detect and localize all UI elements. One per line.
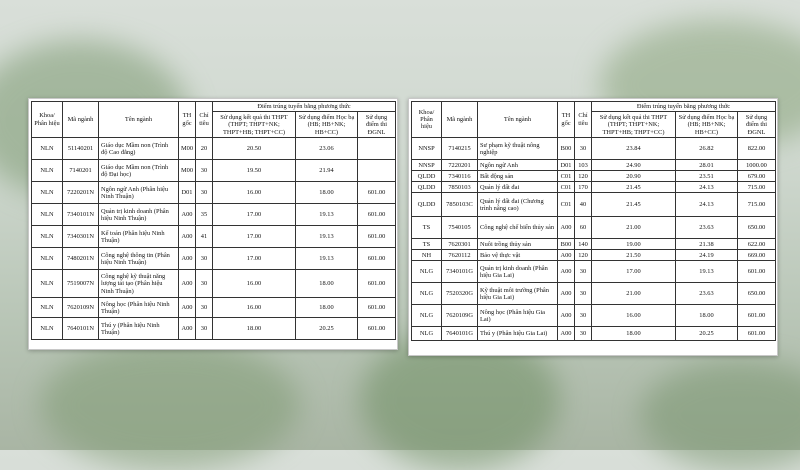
header-thpt: Sử dụng kết quả thi THPT (THPT; THPT+NK; THPT+HB; THPT+CC) xyxy=(592,112,676,138)
header-th-goc: TH gốc xyxy=(179,102,196,138)
header-khoa: Khoa/ Phân hiệu xyxy=(412,102,442,138)
table-row: NLG 7640101G Thú y (Phân hiệu Gia Lai) A00 30 18.00 20.25 601.00 xyxy=(412,327,776,341)
table-row: TS 7540105 Công nghệ chế biến thủy sản A00 60 21.00 23.63 650.00 xyxy=(412,217,776,239)
background-tree xyxy=(640,360,800,470)
table-row: QLDD 7340116 Bất động sản C01 120 20.90 23.51 679.00 xyxy=(412,171,776,182)
header-ten-nganh: Tên ngành xyxy=(478,102,558,138)
header-group: Điểm trúng tuyển bằng phương thức xyxy=(213,102,396,112)
table-row: NLN 7340301N Kế toán (Phân hiệu Ninh Thuận) A00 41 17.00 19.13 601.00 xyxy=(32,226,396,248)
header-ma-nganh: Mã ngành xyxy=(442,102,478,138)
table-row: NLN 7340101N Quản trị kinh doanh (Phân hiệu Ninh Thuận) A00 35 17.00 19.13 601.00 xyxy=(32,204,396,226)
table-row: NLN 7640101N Thú y (Phân hiệu Ninh Thuận) A00 30 18.00 20.25 601.00 xyxy=(32,318,396,340)
header-ten-nganh: Tên ngành xyxy=(99,102,179,138)
table-row: NLG 7340101G Quản trị kinh doanh (Phân hiệu Gia Lai) A00 30 17.00 19.13 601.00 xyxy=(412,261,776,283)
table-row: QLDD 7850103C Quản lý đất đai (Chương trình nâng cao) C01 40 21.45 24.13 715.00 xyxy=(412,193,776,217)
header-chi-tieu: Chỉ tiêu xyxy=(196,102,213,138)
table-left xyxy=(31,101,396,340)
header-dgnl: Sử dụng điểm thi ĐGNL xyxy=(738,112,776,138)
header-dgnl: Sử dụng điểm thi ĐGNL xyxy=(358,112,396,138)
header-chi-tieu: Chỉ tiêu xyxy=(575,102,592,138)
header-ma-nganh: Mã ngành xyxy=(63,102,99,138)
admission-table-left xyxy=(28,98,398,350)
header-th-goc: TH gốc xyxy=(558,102,575,138)
table-row: NLN 7220201N Ngôn ngữ Anh (Phân hiệu Ninh Thuận) D01 30 16.00 18.00 601.00 xyxy=(32,182,396,204)
header-group: Điểm trúng tuyển bằng phương thức xyxy=(592,102,776,112)
table-row: NLN 7620109N Nông học (Phân hiệu Ninh Thuận) A00 30 16.00 18.00 601.00 xyxy=(32,298,396,318)
table-row: NNSP 7220201 Ngôn ngữ Anh D01 103 24.90 28.01 1000.00 xyxy=(412,160,776,171)
table-row: QLDD 7850103 Quản lý đất đai C01 170 21.45 24.13 715.00 xyxy=(412,182,776,193)
table-row: NNSP 7140215 Sư phạm kỹ thuật nông nghiệp B00 30 23.84 26.82 822.00 xyxy=(412,138,776,160)
header-thpt: Sử dụng kết quả thi THPT (THPT; THPT+NK; THPT+HB; THPT+CC) xyxy=(213,112,296,138)
header-hoc-ba: Sử dụng điểm Học bạ (HB; HB+NK; HB+CC) xyxy=(676,112,738,138)
table-row: TS 7620301 Nuôi trồng thủy sản B00 140 19.00 21.38 622.00 xyxy=(412,239,776,250)
background-tree xyxy=(40,340,300,470)
table-row: NLN 51140201 Giáo dục Mầm non (Trình độ Cao đẳng) M00 20 20.50 23.06 xyxy=(32,138,396,160)
table-row: NLN 7140201 Giáo dục Mầm non (Trình độ Đại học) M00 30 19.50 21.94 xyxy=(32,160,396,182)
table-row: NLG 7520320G Kỹ thuật môi trường (Phân hiệu Gia Lai) A00 30 21.00 23.63 650.00 xyxy=(412,283,776,305)
table-row: NLG 7620109G Nông học (Phân hiệu Gia Lai) A00 30 16.00 18.00 601.00 xyxy=(412,305,776,327)
admission-table-right xyxy=(408,98,778,356)
table-row: NLN 7480201N Công nghệ thông tin (Phân hiệu Ninh Thuận) A00 30 17.00 19.13 601.00 xyxy=(32,248,396,270)
header-khoa: Khoa/ Phân hiệu xyxy=(32,102,63,138)
table-row: NLN 7519007N Công nghệ kỹ thuật năng lượng tái tạo (Phân hiệu Ninh Thuận) A00 30 16.00 18.00 601.00 xyxy=(32,270,396,298)
table-row: NH 7620112 Bảo vệ thực vật A00 120 21.50 24.19 669.00 xyxy=(412,250,776,261)
header-hoc-ba: Sử dụng điểm Học bạ (HB; HB+NK; HB+CC) xyxy=(296,112,358,138)
table-right xyxy=(411,101,776,341)
